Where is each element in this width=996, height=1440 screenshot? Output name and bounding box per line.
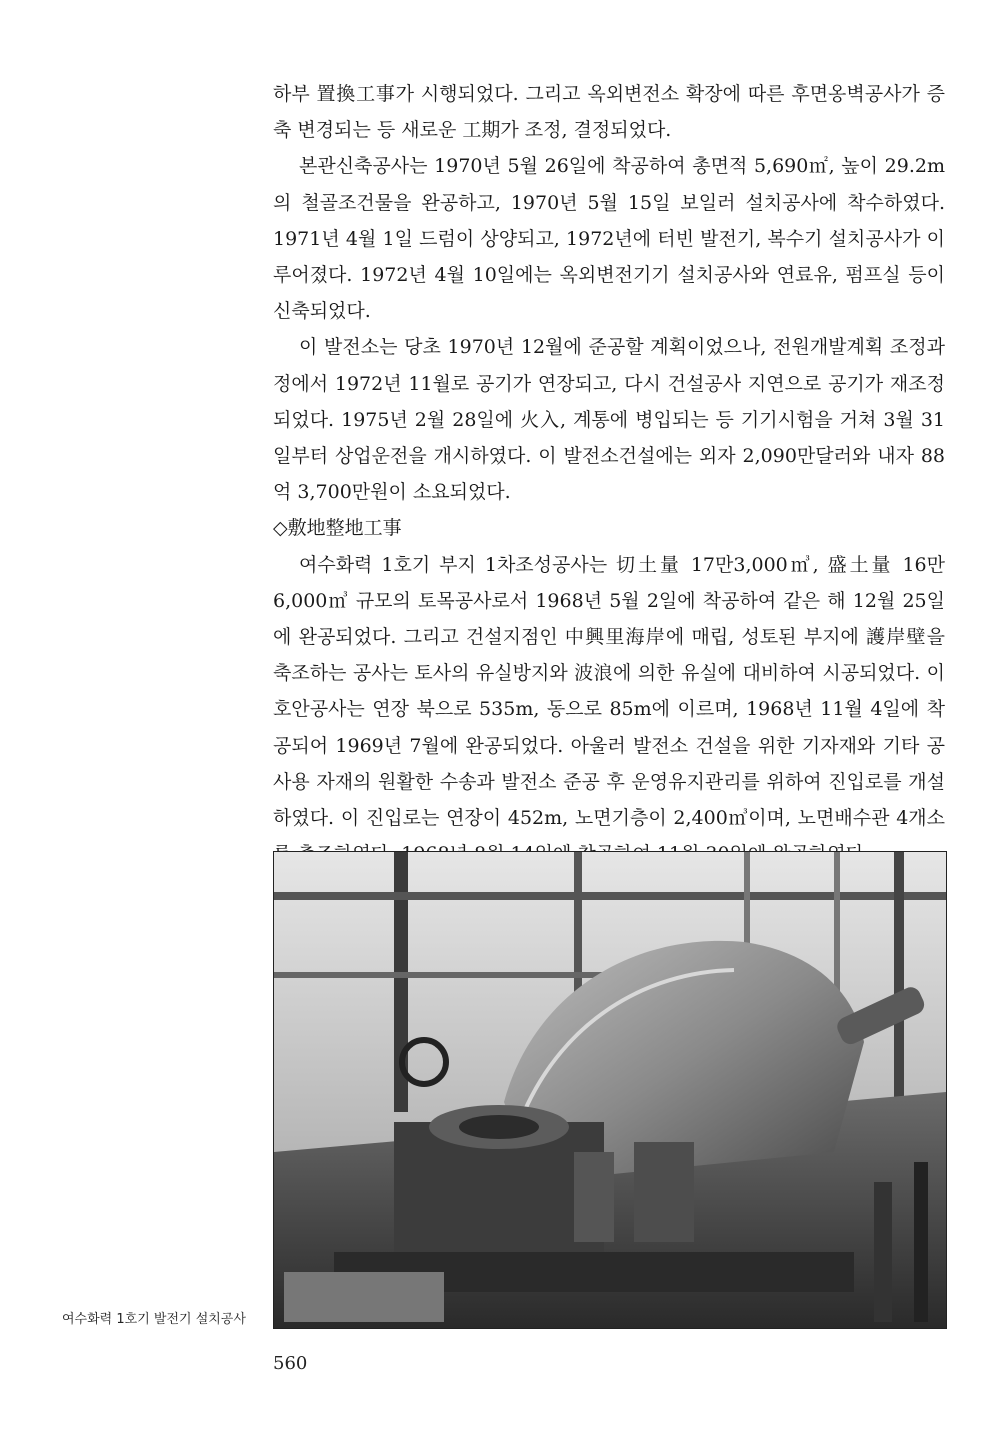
page-number: 560 [273,1353,308,1374]
photo-caption: 여수화력 1호기 발전기 설치공사 [62,1312,246,1327]
paragraph-main-building: 본관신축공사는 1970년 5월 26일에 착공하여 총면적 5,690㎡, 높이 29.2m의 철골조건물을 완공하고, 1970년 5월 15일 보일러 설치공사에 착수하였다. 1971년 4월 1일 드럼이 상양되고, 1972년에 터빈 발전기, 복수기 설치공사가 이루어졌다. 1972년 4월 10일에는 옥외변전기기 설치공사와 연료유, 펌프실 등이 신축되었다. [273,155,945,323]
paragraph-continued: 하부 置換工事가 시행되었다. 그리고 옥외변전소 확장에 따른 후면옹벽공사가 증축 변경되는 등 새로운 工期가 조정, 결정되었다. [273,83,945,142]
paragraph-schedule: 이 발전소는 당초 1970년 12월에 준공할 계획이었으나, 전원개발계획 조정과정에서 1972년 11월로 공기가 연장되고, 다시 건설공사 지연으로 공기가 재조정되었다. 1975년 2월 28일에 火入, 계통에 병입되는 등 기기시험을 거쳐 3월 31일부터 상업운전을 개시하였다. 이 발전소건설에는 외자 2,090만달러와 내자 88억 3,700만원이 소요되었다. [273,336,945,504]
generator-installation-photo [273,851,947,1329]
section-heading: ◇敷地整地工事 [273,517,402,540]
body-text [273,76,945,872]
photo-illustration [274,852,946,1328]
paragraph-site-work: 여수화력 1호기 부지 1차조성공사는 切土量 17만3,000㎥, 盛土量 16만6,000㎥ 규모의 토목공사로서 1968년 5월 2일에 착공하여 같은 해 12월 25일에 완공되었다. 그리고 건설지점인 中興里海岸에 매립, 성토된 부지에 護岸壁을 축조하는 공사는 토사의 유실방지와 波浪에 의한 유실에 대비하여 시공되었다. 이 호안공사는 연장 북으로 535m, 동으로 85m에 이르며, 1968년 11월 4일에 착공되어 1969년 7월에 완공되었다. 아울러 발전소 건설을 위한 기자재와 기타 공사용 자재의 원활한 수송과 발전소 준공 후 운영유지관리를 위하여 진입로를 개설하였다. 이 진입로는 연장이 452m, 노면기층이 2,400㎥이며, 노면배수관 4개소 [273,553,945,830]
